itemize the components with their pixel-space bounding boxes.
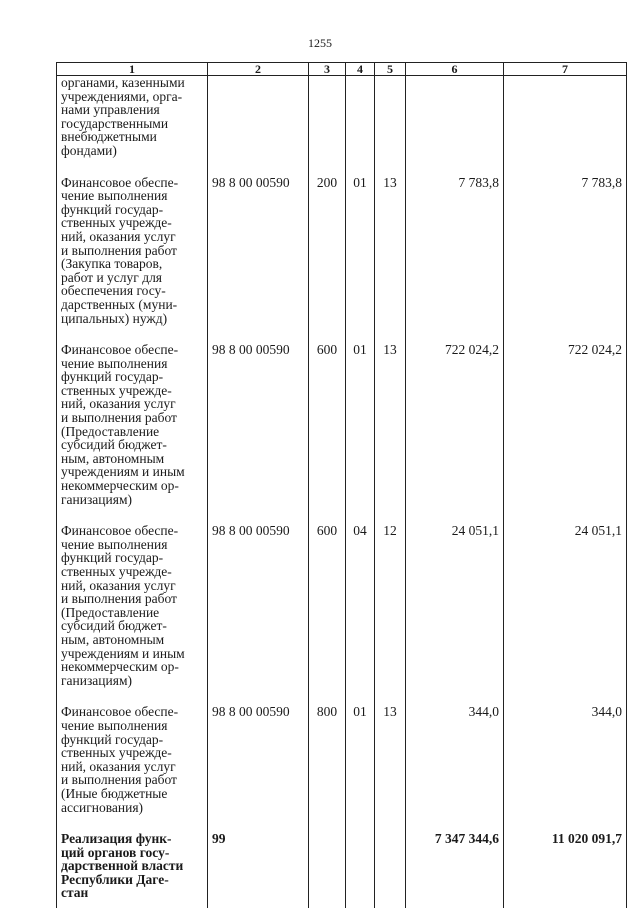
item-name xyxy=(57,176,208,326)
spacer-cell xyxy=(57,900,208,908)
table-row xyxy=(57,176,627,326)
section-code: 01 xyxy=(346,176,375,326)
item-name-line: чение выполнения xyxy=(61,188,167,203)
spacer-cell xyxy=(346,506,375,524)
item-name-line: обеспечения госу- xyxy=(61,283,166,298)
item-name-line: работ и услуг для xyxy=(61,270,162,285)
item-name-line: субсидий бюджет- xyxy=(61,618,167,633)
table-row xyxy=(57,832,627,900)
item-name-line: ций органов госу- xyxy=(61,845,169,860)
column-header: 7 xyxy=(504,63,627,76)
spacer-cell xyxy=(309,325,346,343)
spacer-cell xyxy=(504,158,627,176)
spacer-cell xyxy=(504,687,627,705)
item-name-line: ственных учрежде- xyxy=(61,564,172,579)
amount-col6: 7 783,8 xyxy=(406,176,504,326)
row-spacer xyxy=(57,506,627,524)
spacer-cell xyxy=(208,814,309,832)
spacer-cell xyxy=(406,814,504,832)
table-row xyxy=(57,343,627,506)
spacer-cell xyxy=(406,900,504,908)
item-name-line: (Закупка товаров, xyxy=(61,256,162,271)
spacer-cell xyxy=(375,814,406,832)
amount-col7: 7 783,8 xyxy=(504,176,627,326)
item-name-line: чение выполнения xyxy=(61,537,167,552)
expense-type-code xyxy=(309,832,346,900)
row-spacer xyxy=(57,814,627,832)
item-name xyxy=(57,524,208,687)
item-name-line: ний, оказания услуг xyxy=(61,396,176,411)
section-code xyxy=(346,832,375,900)
section-code: 01 xyxy=(346,705,375,814)
column-header: 4 xyxy=(346,63,375,76)
amount-col7: 722 024,2 xyxy=(504,343,627,506)
target-code: 98 8 00 00590 xyxy=(208,343,309,506)
item-name-line: и выполнения работ xyxy=(61,410,177,425)
target-code: 99 xyxy=(208,832,309,900)
column-header: 1 xyxy=(57,63,208,76)
target-code: 98 8 00 00590 xyxy=(208,705,309,814)
row-spacer xyxy=(57,900,627,908)
amount-col6: 722 024,2 xyxy=(406,343,504,506)
item-name-line: ний, оказания услуг xyxy=(61,578,176,593)
subsection-code: 13 xyxy=(375,343,406,506)
spacer-cell xyxy=(57,687,208,705)
row-spacer xyxy=(57,325,627,343)
spacer-cell xyxy=(208,900,309,908)
spacer-cell xyxy=(208,325,309,343)
expense-type-code: 800 xyxy=(309,705,346,814)
item-name-line: функций государ- xyxy=(61,550,163,565)
spacer-cell xyxy=(406,506,504,524)
item-name-line: чение выполнения xyxy=(61,718,167,733)
spacer-cell xyxy=(309,687,346,705)
item-name-line: ассигнования) xyxy=(61,800,143,815)
item-name xyxy=(57,705,208,814)
spacer-cell xyxy=(406,158,504,176)
amount-col7: 11 020 091,7 xyxy=(504,832,627,900)
section-code: 01 xyxy=(346,343,375,506)
column-header: 2 xyxy=(208,63,309,76)
item-name-line: (Иные бюджетные xyxy=(61,786,167,801)
spacer-cell xyxy=(57,325,208,343)
item-name-line: ний, оказания услуг xyxy=(61,759,176,774)
spacer-cell xyxy=(375,325,406,343)
budget-table xyxy=(56,62,627,908)
page-number: 1255 xyxy=(0,36,640,51)
spacer-cell xyxy=(504,506,627,524)
amount-col7 xyxy=(504,76,627,158)
item-name-line: Финансовое обеспе- xyxy=(61,704,178,719)
item-name-line: учреждениями, орга- xyxy=(61,89,182,104)
spacer-cell xyxy=(309,506,346,524)
amount-col7: 344,0 xyxy=(504,705,627,814)
item-name-line: фондами) xyxy=(61,143,117,158)
subsection-code xyxy=(375,832,406,900)
spacer-cell xyxy=(346,687,375,705)
item-name-line: Финансовое обеспе- xyxy=(61,523,178,538)
item-name-line: (Предоставление xyxy=(61,605,159,620)
spacer-cell xyxy=(504,325,627,343)
column-header: 5 xyxy=(375,63,406,76)
item-name-line: и выполнения работ xyxy=(61,243,177,258)
amount-col6 xyxy=(406,76,504,158)
item-name-line: ципальных) нужд) xyxy=(61,311,167,326)
spacer-cell xyxy=(504,814,627,832)
spacer-cell xyxy=(375,158,406,176)
target-code: 98 8 00 00590 xyxy=(208,524,309,687)
spacer-cell xyxy=(208,158,309,176)
item-name-line: некоммерческим ор- xyxy=(61,478,179,493)
spacer-cell xyxy=(375,687,406,705)
subsection-code: 12 xyxy=(375,524,406,687)
target-code: 98 8 00 00590 xyxy=(208,176,309,326)
item-name-line: функций государ- xyxy=(61,202,163,217)
item-name-line: стан xyxy=(61,885,88,900)
table-row xyxy=(57,705,627,814)
item-name-line: Финансовое обеспе- xyxy=(61,342,178,357)
spacer-cell xyxy=(208,506,309,524)
spacer-cell xyxy=(346,158,375,176)
amount-col6: 24 051,1 xyxy=(406,524,504,687)
item-name-line: функций государ- xyxy=(61,369,163,384)
table-row xyxy=(57,524,627,687)
item-name-line: дарственных (муни- xyxy=(61,297,177,312)
item-name-line: ным, автономным xyxy=(61,632,164,647)
item-name-line: ганизациям) xyxy=(61,492,132,507)
spacer-cell xyxy=(309,158,346,176)
amount-col7: 24 051,1 xyxy=(504,524,627,687)
item-name-line: функций государ- xyxy=(61,732,163,747)
table-row xyxy=(57,76,627,158)
item-name-line: ным, автономным xyxy=(61,451,164,466)
item-name xyxy=(57,76,208,158)
spacer-cell xyxy=(57,506,208,524)
item-name-line: субсидий бюджет- xyxy=(61,437,167,452)
item-name-line: нами управления xyxy=(61,102,160,117)
header-row xyxy=(57,63,627,76)
section-code: 04 xyxy=(346,524,375,687)
expense-type-code: 600 xyxy=(309,524,346,687)
subsection-code: 13 xyxy=(375,705,406,814)
amount-col6: 344,0 xyxy=(406,705,504,814)
spacer-cell xyxy=(406,687,504,705)
subsection-code xyxy=(375,76,406,158)
spacer-cell xyxy=(57,814,208,832)
item-name-line: внебюджетными xyxy=(61,129,157,144)
spacer-cell xyxy=(57,158,208,176)
amount-col6: 7 347 344,6 xyxy=(406,832,504,900)
item-name xyxy=(57,343,208,506)
item-name-line: ний, оказания услуг xyxy=(61,229,176,244)
table-body xyxy=(57,76,627,908)
target-code xyxy=(208,76,309,158)
item-name-line: Республики Даге- xyxy=(61,872,169,887)
spacer-cell xyxy=(309,814,346,832)
row-spacer xyxy=(57,687,627,705)
section-code xyxy=(346,76,375,158)
column-header: 3 xyxy=(309,63,346,76)
column-header: 6 xyxy=(406,63,504,76)
spacer-cell xyxy=(346,325,375,343)
item-name-line: ственных учрежде- xyxy=(61,383,172,398)
item-name-line: Реализация функ- xyxy=(61,831,172,846)
item-name-line: учреждениям и иным xyxy=(61,464,185,479)
spacer-cell xyxy=(208,687,309,705)
spacer-cell xyxy=(346,814,375,832)
item-name-line: государственными xyxy=(61,116,168,131)
row-spacer xyxy=(57,158,627,176)
item-name-line: некоммерческим ор- xyxy=(61,659,179,674)
item-name-line: органами, казенными xyxy=(61,75,185,90)
item-name-line: и выполнения работ xyxy=(61,772,177,787)
item-name-line: Финансовое обеспе- xyxy=(61,175,178,190)
item-name-line: ственных учрежде- xyxy=(61,215,172,230)
item-name-line: ганизациям) xyxy=(61,673,132,688)
spacer-cell xyxy=(504,900,627,908)
spacer-cell xyxy=(375,900,406,908)
item-name-line: ственных учрежде- xyxy=(61,745,172,760)
expense-type-code xyxy=(309,76,346,158)
subsection-code: 13 xyxy=(375,176,406,326)
item-name-line: (Предоставление xyxy=(61,424,159,439)
item-name-line: дарственной власти xyxy=(61,858,183,873)
spacer-cell xyxy=(346,900,375,908)
expense-type-code: 600 xyxy=(309,343,346,506)
item-name-line: учреждениям и иным xyxy=(61,646,185,661)
item-name xyxy=(57,832,208,900)
spacer-cell xyxy=(375,506,406,524)
item-name-line: и выполнения работ xyxy=(61,591,177,606)
item-name-line: чение выполнения xyxy=(61,356,167,371)
expense-type-code: 200 xyxy=(309,176,346,326)
spacer-cell xyxy=(406,325,504,343)
spacer-cell xyxy=(309,900,346,908)
